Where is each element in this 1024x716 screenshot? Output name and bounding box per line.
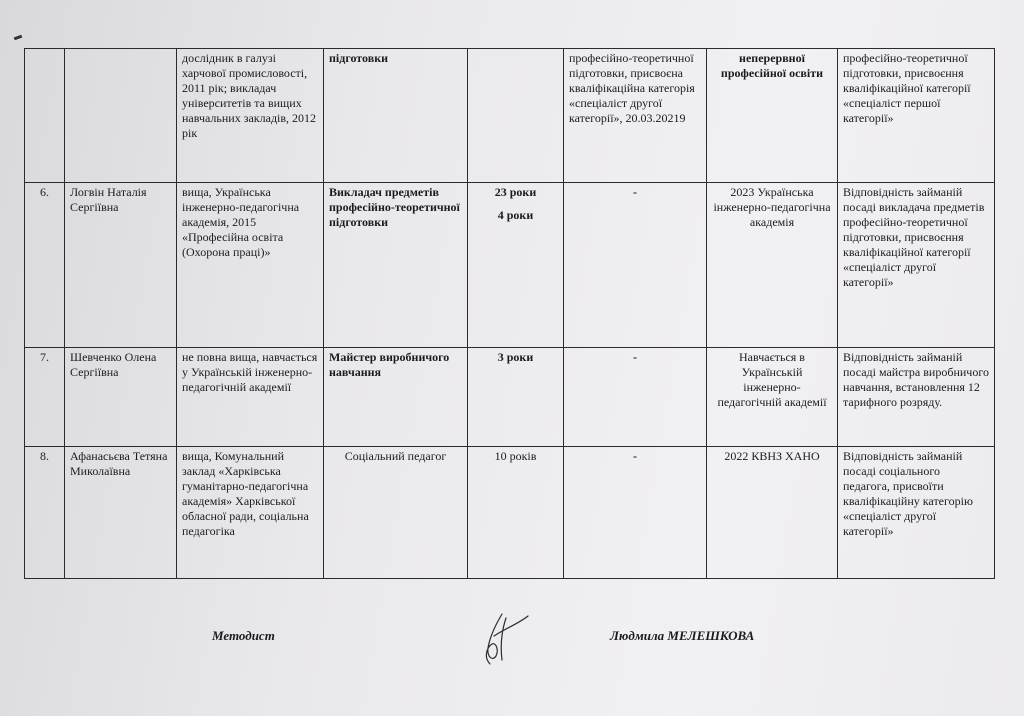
position-cell: Соціальний педагог [324, 447, 468, 579]
education-cell: вища, Комунальний заклад «Харківська гуманітарно-педагогічна академія» Харківської обласної ради, соціальна педагогіка [177, 447, 324, 579]
previous-attestation-cell: - [564, 447, 707, 579]
courses-cell: 2022 КВНЗ ХАНО [707, 447, 838, 579]
experience-cell [468, 447, 564, 579]
table-row [25, 447, 995, 579]
signature-block [0, 628, 1024, 688]
employee-name: Афанасьєва Тетяна Миколаївна [65, 447, 177, 579]
experience-total: 3 роки [497, 350, 534, 364]
row-number: 6. [25, 183, 65, 348]
experience-pedagogical: 4 роки [497, 208, 534, 222]
conclusion-cell: професійно-теоретичної підготовки, присвоєння кваліфікаційної категорії «спеціаліст першої категорії» [838, 49, 995, 183]
education-cell: не повна вища, навчається у Українській інженерно-педагогічній академії [177, 348, 324, 447]
row-number: 8. [25, 447, 65, 579]
education-cell: дослідник в галузі харчової промисловості, 2011 рік; викладач університетів та вищих навчальних закладів, 2012 рік [177, 49, 324, 183]
signer-role: Методист [212, 628, 275, 643]
handwritten-signature [466, 610, 536, 670]
employee-name: Шевченко Олена Сергіївна [65, 348, 177, 447]
position-cell: підготовки [324, 49, 468, 183]
employee-name [65, 49, 177, 183]
courses-cell: 2023 Українська інженерно-педагогічна академія [707, 183, 838, 348]
staff-attestation-table [24, 48, 995, 579]
previous-attestation-cell: - [564, 183, 707, 348]
experience-cell [468, 348, 564, 447]
education-cell: вища, Українська інженерно-педагогічна академія, 2015 «Професійна освіта (Охорона праці)» [177, 183, 324, 348]
table-row [25, 348, 995, 447]
experience-cell [468, 183, 564, 348]
table-row [25, 49, 995, 183]
conclusion-cell: Відповідність займаній посаді соціального педагога, присвоїти кваліфікаційну категорію «спеціаліст другої категорії» [838, 447, 995, 579]
courses-cell: неперервної професійної освіти [707, 49, 838, 183]
signer-name: Людмила МЕЛЕШКОВА [610, 628, 755, 643]
position-cell: Майстер виробничого навчання [324, 348, 468, 447]
previous-attestation-cell: - [564, 348, 707, 447]
employee-name: Логвін Наталія Сергіївна [65, 183, 177, 348]
experience-cell [468, 49, 564, 183]
conclusion-cell: Відповідність займаній посаді викладача предметів професійно-теоретичної підготовки, присвоєння кваліфікаційної категорії «спеціаліст другої категорії» [838, 183, 995, 348]
row-number [25, 49, 65, 183]
position-cell: Викладач предметів професійно-теоретичної підготовки [324, 183, 468, 348]
table-row [25, 183, 995, 348]
row-number: 7. [25, 348, 65, 447]
experience-total: 10 років [494, 449, 537, 463]
pen-mark [14, 35, 23, 41]
courses-cell: Навчається в Українській інженерно-педагогічній академії [707, 348, 838, 447]
conclusion-cell: Відповідність займаній посаді майстра виробничого навчання, встановлення 12 тарифного розряду. [838, 348, 995, 447]
experience-total: 23 роки [494, 185, 537, 199]
previous-attestation-cell: професійно-теоретичної підготовки, присвоєна кваліфікаційна категорія «спеціаліст другої категорії», 20.03.20219 [564, 49, 707, 183]
